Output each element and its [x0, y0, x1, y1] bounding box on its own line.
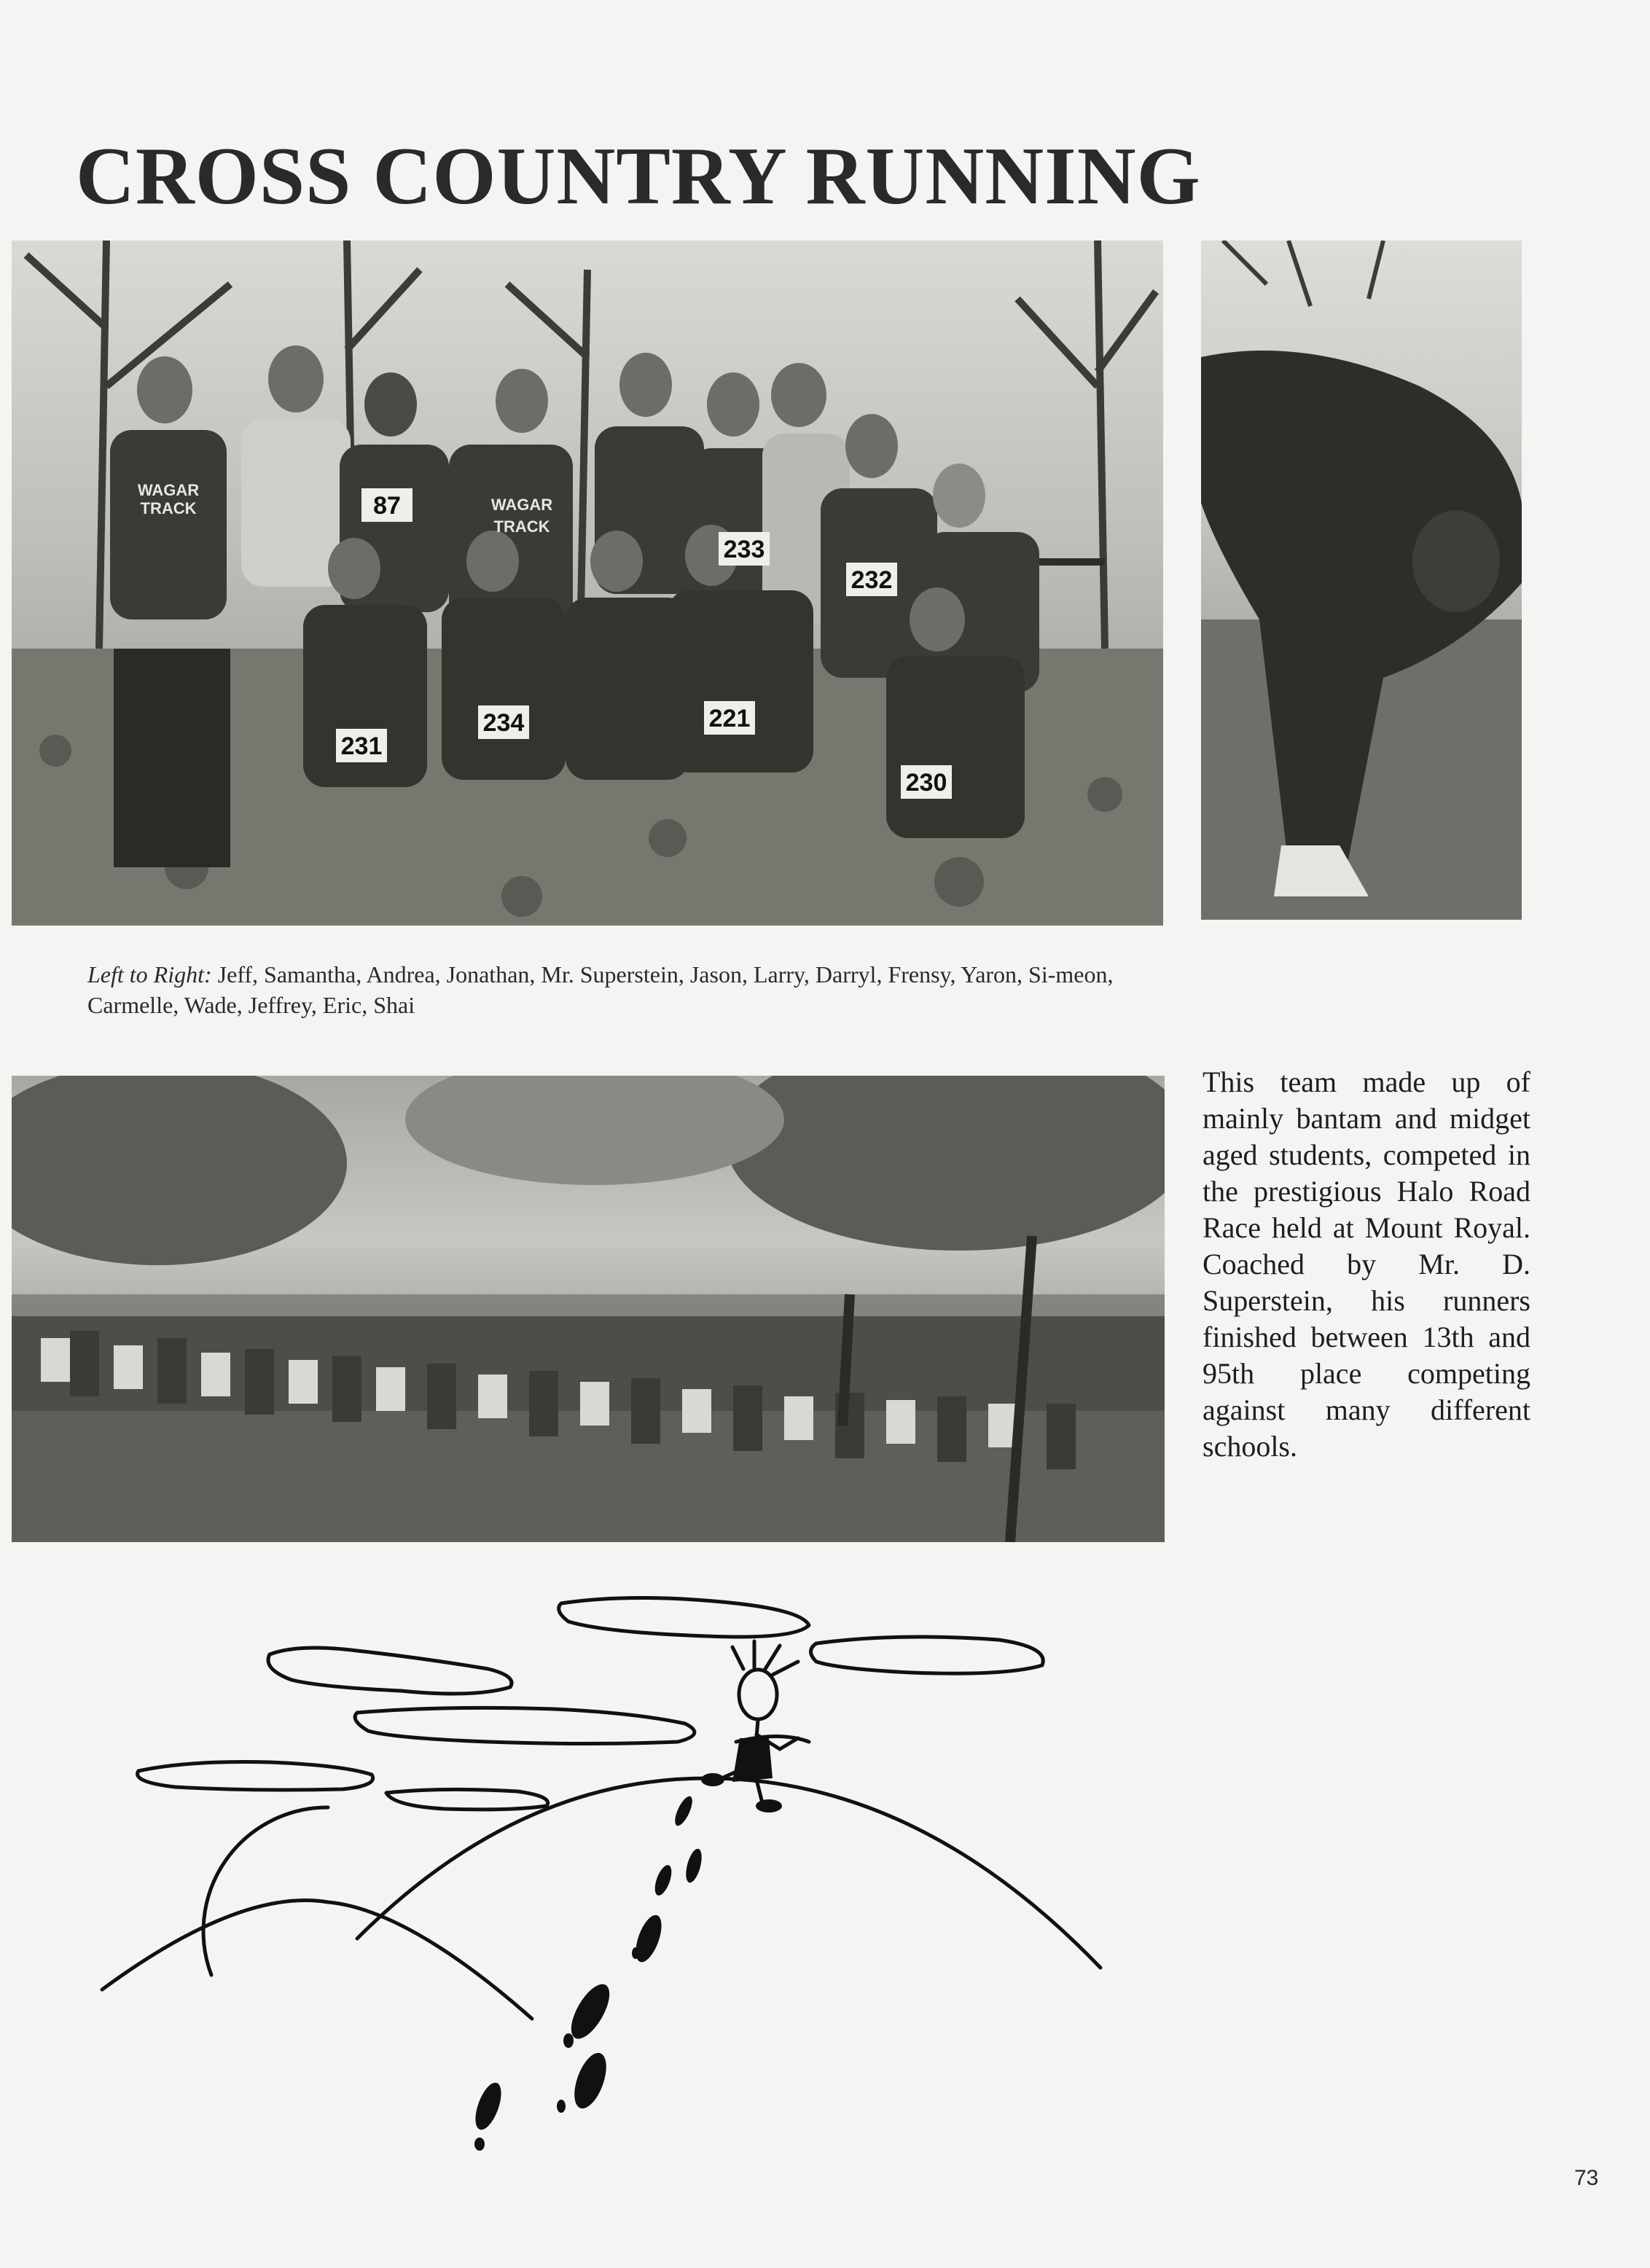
bib-number: 232 — [851, 566, 893, 594]
bib-number: 233 — [723, 536, 765, 563]
bib-number: 87 — [373, 492, 401, 520]
runner-on-hill-drawing — [80, 1560, 1130, 2165]
caption-names: Jeff, Samantha, Andrea, Jonathan, Mr. Superstein, Jason, Larry, Darryl, Frensy, Yaron, Si-meon, Carmelle, Wade, Jeffrey, Eric, Shai — [87, 961, 1114, 1018]
bib-number: 234 — [482, 709, 525, 737]
bib-number: 221 — [708, 705, 751, 732]
bib-number: 230 — [905, 769, 947, 797]
article-text: This team made up of mainly bantam and midget aged students, competed in the prestigious Halo Road Race held at Mount Royal. Coached by Mr. D. Superstein, his runners finished between 13th and 95th place competing against many different schools. — [1203, 1065, 1530, 1463]
shirt-text: TRACK — [140, 499, 197, 517]
team-photo — [12, 241, 1163, 926]
page-number: 73 — [1574, 2166, 1599, 2190]
page-title: CROSS COUNTRY RUNNING — [76, 131, 1201, 222]
bib-number: 231 — [340, 732, 383, 760]
stretching-runner-photo — [1201, 241, 1522, 920]
shirt-text: WAGAR — [137, 481, 200, 499]
caption-lead: Left to Right: — [87, 961, 212, 988]
shirt-text: WAGAR — [490, 496, 553, 514]
shirt-text: TRACK — [493, 517, 550, 536]
race-start-photo — [12, 1076, 1165, 1542]
photo-caption — [87, 959, 1166, 1020]
